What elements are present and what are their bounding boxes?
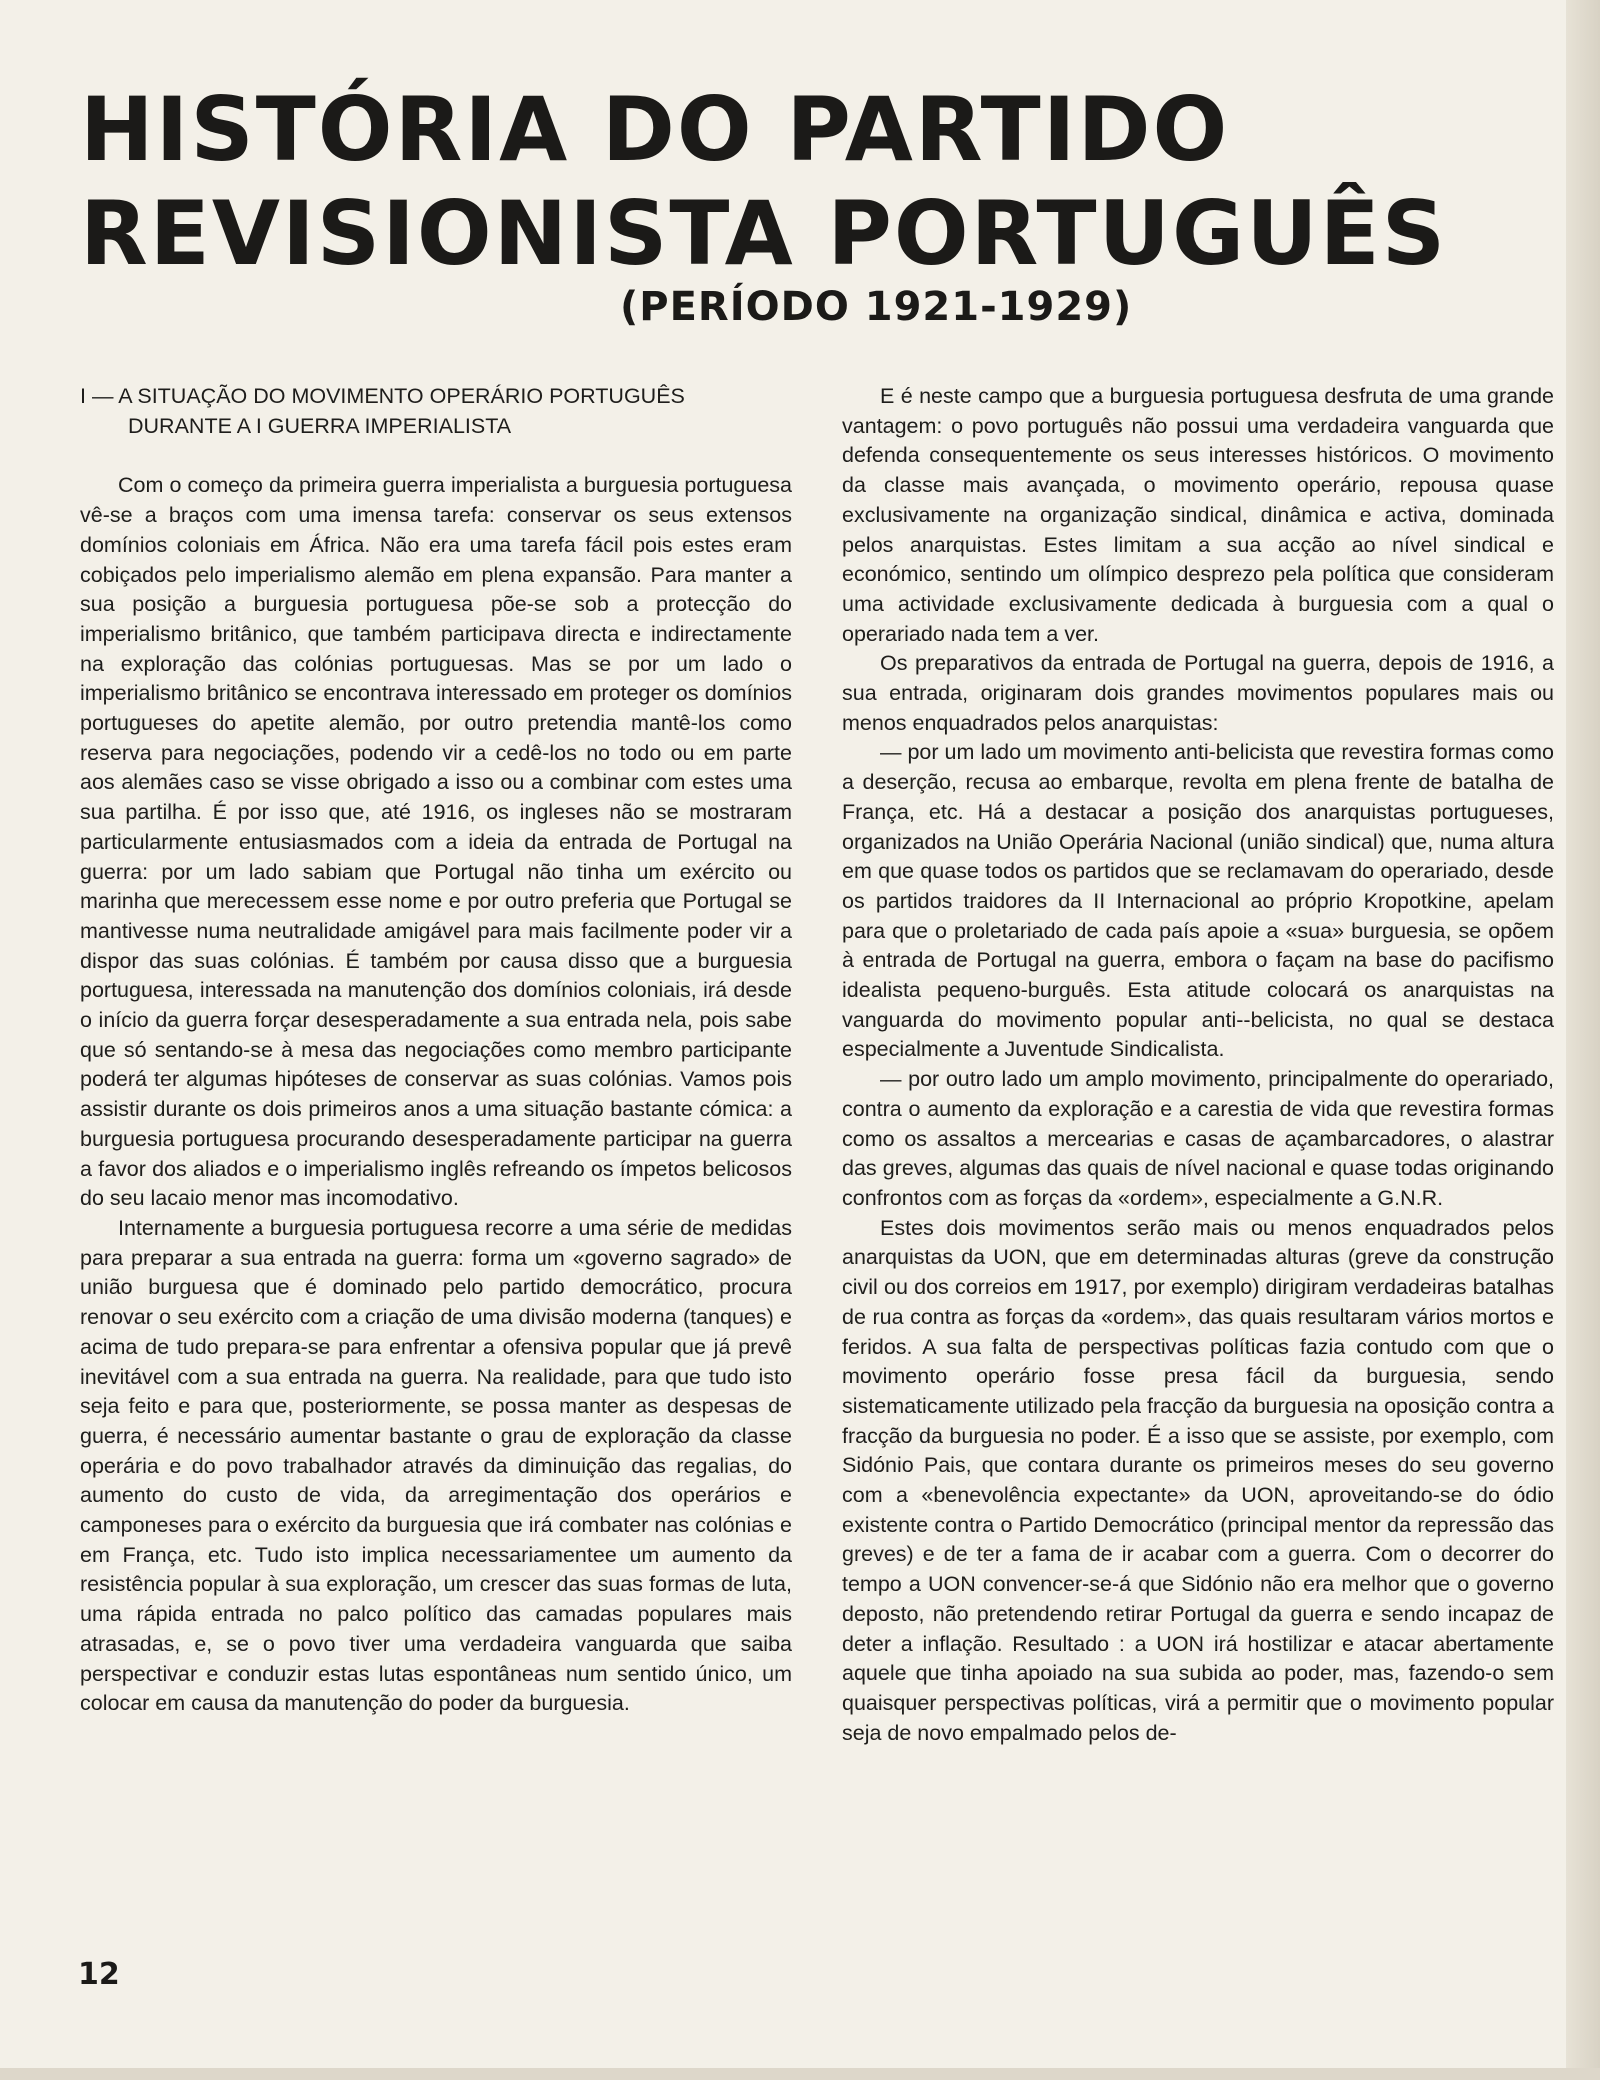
article-title-line-1: HISTÓRIA DO PARTIDO <box>80 78 1230 181</box>
paragraph: Com o começo da primeira guerra imperialista a burguesia portuguesa vê-se a braços com uma imensa tarefa: conservar os seus extensos domínios coloniais em África. Não era uma tarefa fácil pois estes eram cobiçados pelo imperialismo alemão em plena expansão. Para manter a sua posição a burguesia portuguesa põe-se sob a protecção do imperialismo britânico, que também participava directa e indirectamente na exploração das colónias portuguesas. Mas se por um lado o imperialismo britânico se encontrava interessado em proteger os domínios portugueses do apetite alemão, por outro pretendia mantê-los como reserva para negociações, podendo vir a cedê-los no todo ou em parte aos alemães caso se visse obrigado a isso ou a combinar com estes uma sua partilha. É por isso que, até 1916, os ingleses não se mostraram particularmente entusiasmados com a ideia da entrada de Portugal na guerra: por um lado sabiam que Portugal não tinha um exército ou marinha que merecessem esse nome e por outro preferia que Portugal se mantivesse numa neutralidade amigável para mais facilmente poder vir a dispor das suas colónias. É também por causa disso que a burguesia portuguesa, interessada na manutenção dos domínios coloniais, irá desde o início da guerra forçar desesperadamente a sua entrada nela, pois sabe que só sentando-se à mesa das negociações como membro participante poderá ter algumas hipóteses de conservar as suas colónias. Vamos pois assistir durante os dois primeiros anos a uma situação bastante cómica: a burguesia portuguesa procurando desesperadamente participar na guerra a favor dos aliados e o imperialismo inglês refreando os ímpetos belicosos do seu lacaio menor mas incomodativo. <box>80 473 792 1211</box>
page-bottom-edge <box>0 2068 1600 2080</box>
paragraph: Estes dois movimentos serão mais ou menos enquadrados pelos anarquistas da UON, que em determinadas alturas (greve da construção civil ou dos correios em 1917, por exemplo) dirigiram verdadeiras batalhas de rua contra as forças da «ordem», das quais resultaram vários mortos e feridos. A sua falta de perspectivas políticas fazia contudo com que o movimento operário fosse presa fácil da burguesia, sendo sistematicamente utilizado pela fracção da burguesia na oposição contra a fracção da burguesia no poder. É a isso que se assiste, por exemplo, com Sidónio Pais, que contara durante os primeiros meses do seu governo com a «benevolência expectante» da UON, aproveitando-se do ódio existente contra o Partido Democrático (principal mentor da repressão das greves) e de ter a fama de ir acabar com a guerra. Com o decorrer do tempo a UON convencer-se-á que Sidónio não era melhor que o governo deposto, não pretendendo retirar Portugal da guerra e sendo incapaz de deter a inflação. Resultado : a UON irá hostilizar e atacar abertamente aquele que tinha apoiado na sua subida ao poder, mas, fazendo-o sem quaisquer perspectivas políticas, virá a permitir que o movimento popular seja de novo empalmado pelos de- <box>842 1215 1554 1745</box>
paragraph: E é neste campo que a burguesia portuguesa desfruta de uma grande vantagem: o povo português não possui uma verdadeira vanguarda que defenda consequentemente os seus interesses históricos. O movimento da classe mais avançada, o movimento operário, repousa quase exclusivamente na organização sindical, dinâmica e activa, dominada pelos anarquistas. Estes limitam a sua acção ao nível sindical e económico, sentindo um olímpico desprezo pela política que consideram uma actividade exclusivamente dedicada à burguesia com a qual o operariado nada tem a ver. <box>842 384 1554 646</box>
paragraph: Os preparativos da entrada de Portugal na guerra, depois de 1916, a sua entrada, originaram dois grandes movimentos populares mais ou menos enquadrados pelos anarquistas: <box>842 651 1554 735</box>
paragraph: — por um lado um movimento anti-belicista que revestira formas como a deserção, recusa ao embarque, revolta em plena frente de batalha de França, etc. Há a destacar a posição dos anarquistas portugueses, organizados na União Operária Nacional (união sindical) que, numa altura em que quase todos os partidos que se reclamavam do operariado, desde os partidos traidores da II Internacional ao próprio Kropotkine, apelam para que o proletariado de cada país apoie a «sua» burguesia, se opõem à entrada de Portugal na guerra, embora o façam na base do pacifismo idealista pequeno-burguês. Esta atitude colocará os anarquistas na vanguarda do movimento popular anti--belicista, no qual se destaca especialmente a Juventude Sindicalista. <box>842 740 1554 1062</box>
article-subtitle: (PERÍODO 1921-1929) <box>620 284 1133 330</box>
paragraph: — por outro lado um amplo movimento, principalmente do operariado, contra o aumento da exploração e a carestia de vida que revestira formas como os assaltos a mercearias e casas de açambarcadores, o alastrar das greves, algumas das quais de nível nacional e quase todas originando confrontos com as forças da «ordem», especialmente a G.N.R. <box>842 1067 1554 1210</box>
article-title <box>80 78 1448 286</box>
page-number: 12 <box>78 1957 120 1992</box>
section-heading <box>80 382 792 441</box>
section-heading-line-1: I — A SITUAÇÃO DO MOVIMENTO OPERÁRIO PORTUGUÊS <box>80 384 685 408</box>
left-column <box>80 382 792 1719</box>
page-edge-shadow <box>1566 0 1600 2080</box>
right-column <box>842 382 1554 1748</box>
article-title-line-2: REVISIONISTA PORTUGUÊS <box>80 182 1448 285</box>
section-heading-line-2: DURANTE A I GUERRA IMPERIALISTA <box>128 413 512 438</box>
paragraph: Internamente a burguesia portuguesa recorre a uma série de medidas para preparar a sua entrada na guerra: forma um «governo sagrado» de união burguesa que é dominado pelo partido democrático, procura renovar o seu exército com a criação de uma divisão moderna (tanques) e acima de tudo prepara-se para enfrentar a ofensiva popular que já prevê inevitável com a sua entrada na guerra. Na realidade, para que tudo isto seja feito e para que, posteriormente, se possa manter as despesas de guerra, é necessário aumentar bastante o grau de exploração da classe operária e do povo trabalhador através da diminuição das regalias, do aumento do custo de vida, da arregimentação dos operários e camponeses para o exército da burguesia que irá combater nas colónias e em França, etc. Tudo isto implica necessariamentee um aumento da resistência popular à sua exploração, um crescer das suas formas de luta, uma rápida entrada no palco político das camadas populares mais atrasadas, e, se o povo tiver uma verdadeira vanguarda que saiba perspectivar e conduzir estas lutas espontâneas num sentido único, um colocar em causa da manutenção do poder da burguesia. <box>80 1215 792 1716</box>
